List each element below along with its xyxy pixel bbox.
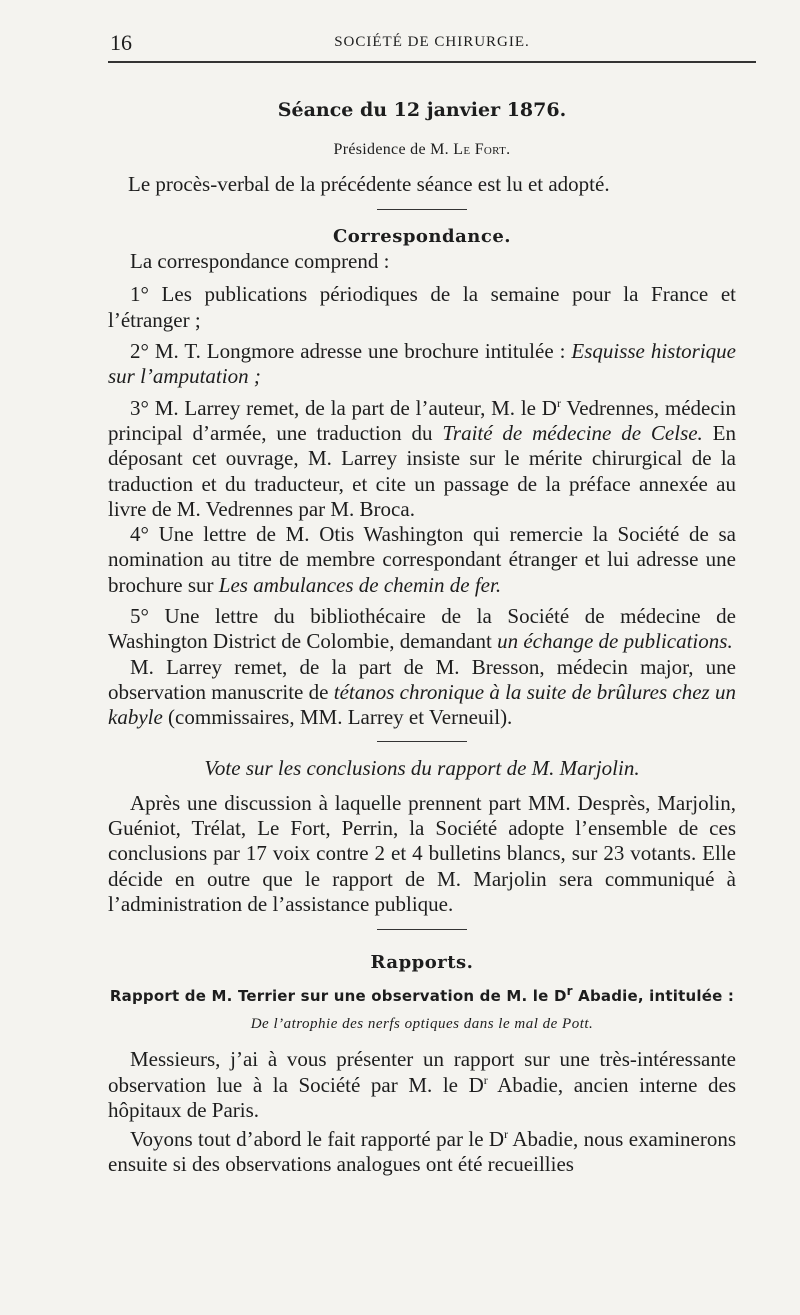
p1-text-a: Messieurs, j’ai à vous présenter un rapport sur une très-intéressante observation lue à la Société par M. le D	[108, 1047, 736, 1097]
item6-text-a: M. Larrey remet, de la part de M. Bresson, médecin major, une observation manuscrite de	[108, 654, 736, 704]
correspondance-item-4	[108, 522, 736, 598]
report-title-sup: r	[566, 983, 573, 998]
item3-text-d: En déposant cet ouvrage, M. Larrey insiste sur le mérite chirurgical de la traduction et du traducteur, et cite un passage de la préface annexée au livre de M. Vedrennes par M. Broca.	[108, 420, 736, 521]
proces-verbal: Le procès-verbal de la précédente séance est lu et adopté.	[128, 171, 610, 196]
seance-title: Séance du 12 janvier 1876.	[277, 99, 567, 121]
item4-title: Les ambulances de chemin de fer.	[218, 572, 502, 597]
running-title: SOCIÉTÉ DE CHIRURGIE.	[334, 34, 530, 50]
rapports-heading: Rapports.	[370, 952, 474, 974]
item2-title: Esquisse historique sur l’amputation ;	[108, 339, 736, 389]
item3-text-a: 3° M. Larrey remet, de la part de l’auteur, M. le D	[130, 395, 557, 420]
section-divider	[377, 929, 467, 930]
p2-text-b: Abadie, nous examinerons ensuite si des observations analogues ont été recueillies	[108, 1127, 737, 1177]
report-subtitle: De l’atrophie des nerfs optiques dans le mal de Pott.	[250, 1015, 594, 1032]
vote-text: Après une discussion à laquelle prennent part MM. Desprès, Marjolin, Guéniot, Trélat, Le Fort, Perrin, la Société adopte l’ensemble de ces conclusions par 17 voix contre 2 et 4 bulletins blancs, sur 23 votants. Elle décide en outre que le rapport de M. Marjolin sera communiqué à l’administration de l’assistance publique.	[108, 790, 736, 917]
p2-text-a: Voyons tout d’abord le fait rapporté par le D	[130, 1127, 505, 1152]
page-number: 16	[110, 30, 132, 55]
correspondance-item-2	[108, 339, 736, 390]
vote-heading: Vote sur les conclusions du rapport de M. Marjolin.	[204, 755, 640, 780]
report-title-b: Abadie, intitulée :	[572, 986, 735, 1005]
p2-sup: r	[504, 1127, 509, 1142]
item3-title: Traité de médecine de Celse.	[442, 420, 703, 445]
presidence-prefix: Présidence de M.	[333, 141, 449, 159]
page-body	[108, 98, 736, 1178]
correspondance-item-3	[108, 396, 736, 522]
item3-sup: r	[556, 395, 561, 410]
p1-text-b: Abadie, ancien interne des hôpitaux de Paris.	[108, 1072, 737, 1122]
item4-text: 4° Une lettre de M. Otis Washington qui remercie la Société de sa nomination au titre de membre correspondant étranger et lui adresse une brochure sur	[108, 522, 736, 597]
item6-text-c: (commissaires, MM. Larrey et Verneuil).	[162, 705, 513, 730]
section-divider	[377, 209, 467, 210]
correspondance-heading: Correspondance.	[332, 225, 512, 247]
item6-title: tétanos chronique à la suite de brûlures chez un kabyle	[108, 679, 736, 730]
correspondance-item-6	[108, 655, 736, 731]
report-title	[102, 984, 742, 1009]
correspondance-intro: La correspondance comprend :	[130, 249, 390, 274]
correspondance-item-5	[108, 604, 736, 655]
presidence-name: Le Fort	[453, 141, 507, 159]
running-head	[108, 30, 756, 54]
item5-text: 5° Une lettre du bibliothécaire de la Société de médecine de Washington District de Colombie, demandant	[108, 604, 736, 654]
report-title-a: Rapport de M. Terrier sur une observation de M. le D	[109, 986, 567, 1005]
presidence-line: Présidence de M. Le Fort.	[333, 141, 511, 159]
report-paragraph-1	[108, 1047, 736, 1123]
item5-title: un échange de publications.	[497, 629, 733, 654]
p1-sup: r	[483, 1072, 488, 1087]
section-divider	[377, 741, 467, 742]
item2-text: 2° M. T. Longmore adresse une brochure intitulée :	[130, 339, 572, 364]
item3-text-b: Vedrennes, médecin principal d’armée, une traduction du	[108, 395, 736, 445]
header-rule	[108, 61, 756, 63]
correspondance-item-1: 1° Les publications périodiques de la semaine pour la France et l’étranger ;	[108, 282, 736, 332]
report-paragraph-2	[108, 1127, 736, 1178]
